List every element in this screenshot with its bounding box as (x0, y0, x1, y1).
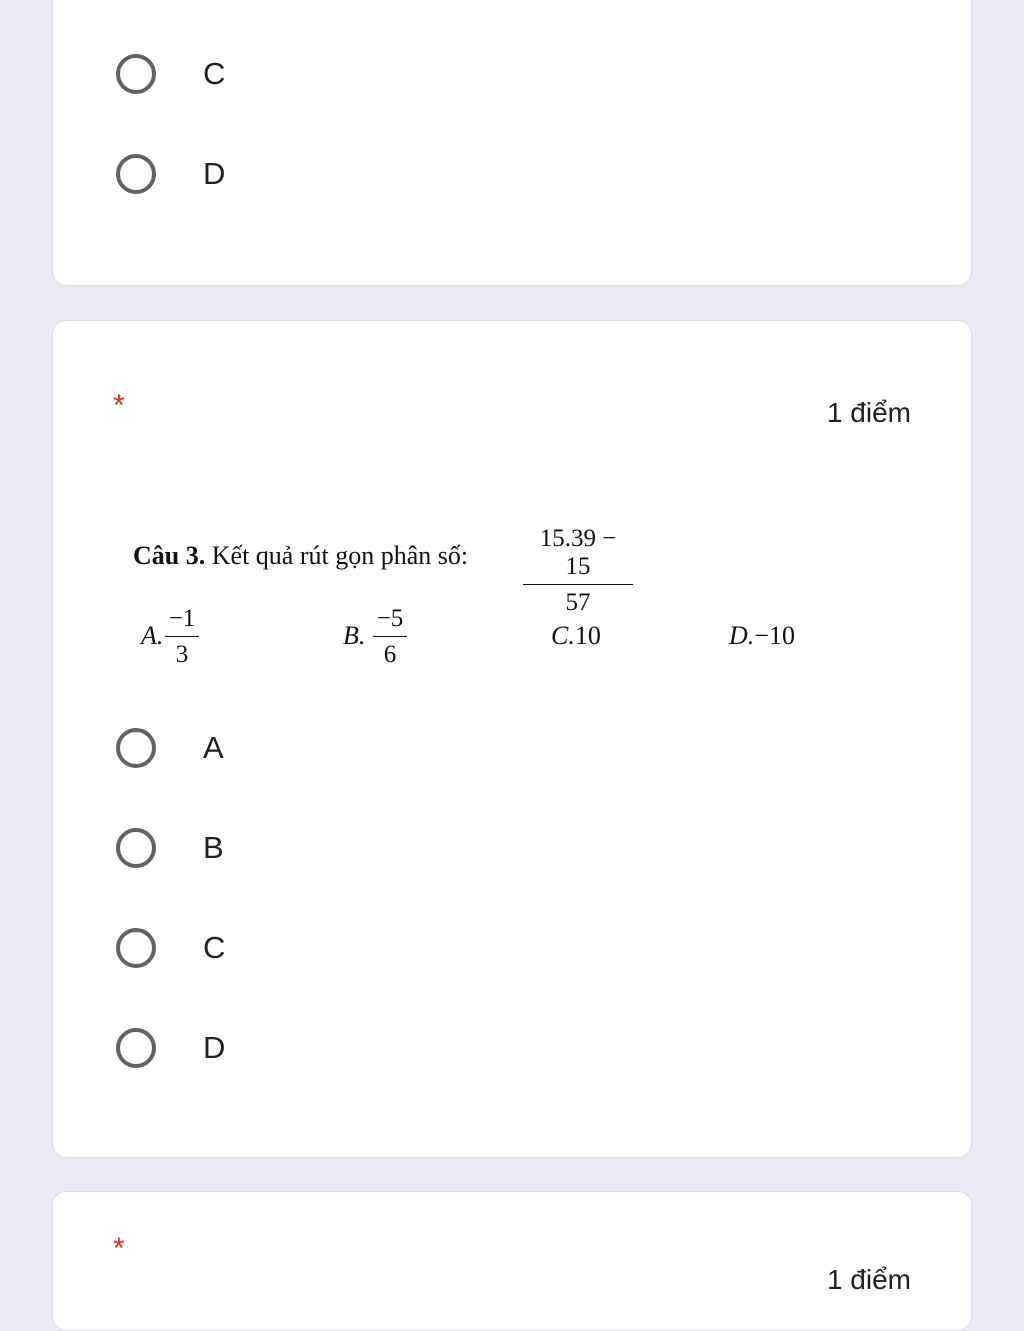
option-label: C (203, 56, 226, 91)
option-c[interactable] (113, 47, 513, 107)
fraction-numerator: 15.39 − 15 (523, 525, 633, 585)
answer-c: C.10 (551, 621, 601, 650)
answer-a-numerator: −1 (165, 605, 199, 637)
option-d[interactable] (113, 1021, 513, 1081)
radio-button-icon[interactable] (116, 828, 156, 868)
option-d[interactable] (113, 147, 513, 207)
question-card-3 (52, 320, 972, 1158)
required-asterisk: * (113, 1232, 125, 1265)
option-label: D (203, 156, 226, 191)
answer-a-letter: A. (141, 621, 164, 650)
option-label: C (203, 930, 226, 965)
radio-button-icon[interactable] (116, 928, 156, 968)
question-prompt: Kết quả rút gọn phân số: (205, 541, 469, 570)
option-label: A (203, 730, 224, 765)
option-label: D (203, 1030, 226, 1065)
points-label: 1 điểm (826, 397, 911, 428)
points-label: 1 điểm (826, 1264, 911, 1295)
fraction-denominator: 57 (565, 589, 591, 616)
question-number: Câu 3. (133, 541, 206, 570)
question-fraction (523, 525, 633, 617)
required-asterisk: * (113, 389, 125, 422)
answer-a-fraction (165, 605, 199, 669)
radio-button-icon[interactable] (116, 154, 156, 194)
answer-b-denominator: 6 (383, 641, 397, 668)
answer-a-denominator: 3 (175, 641, 189, 668)
radio-button-icon[interactable] (116, 728, 156, 768)
question-card-next (52, 1191, 972, 1331)
option-label: B (203, 830, 224, 865)
question-card-previous (52, 0, 972, 286)
option-b[interactable] (113, 821, 513, 881)
answer-b-fraction (373, 605, 407, 669)
answer-d: D.−10 (729, 621, 795, 650)
option-c[interactable] (113, 921, 513, 981)
answer-b-letter: B. (343, 621, 366, 650)
question-text (133, 541, 468, 571)
option-a[interactable] (113, 721, 513, 781)
answer-b-numerator: −5 (373, 605, 407, 637)
radio-button-icon[interactable] (116, 1028, 156, 1068)
radio-button-icon[interactable] (116, 54, 156, 94)
